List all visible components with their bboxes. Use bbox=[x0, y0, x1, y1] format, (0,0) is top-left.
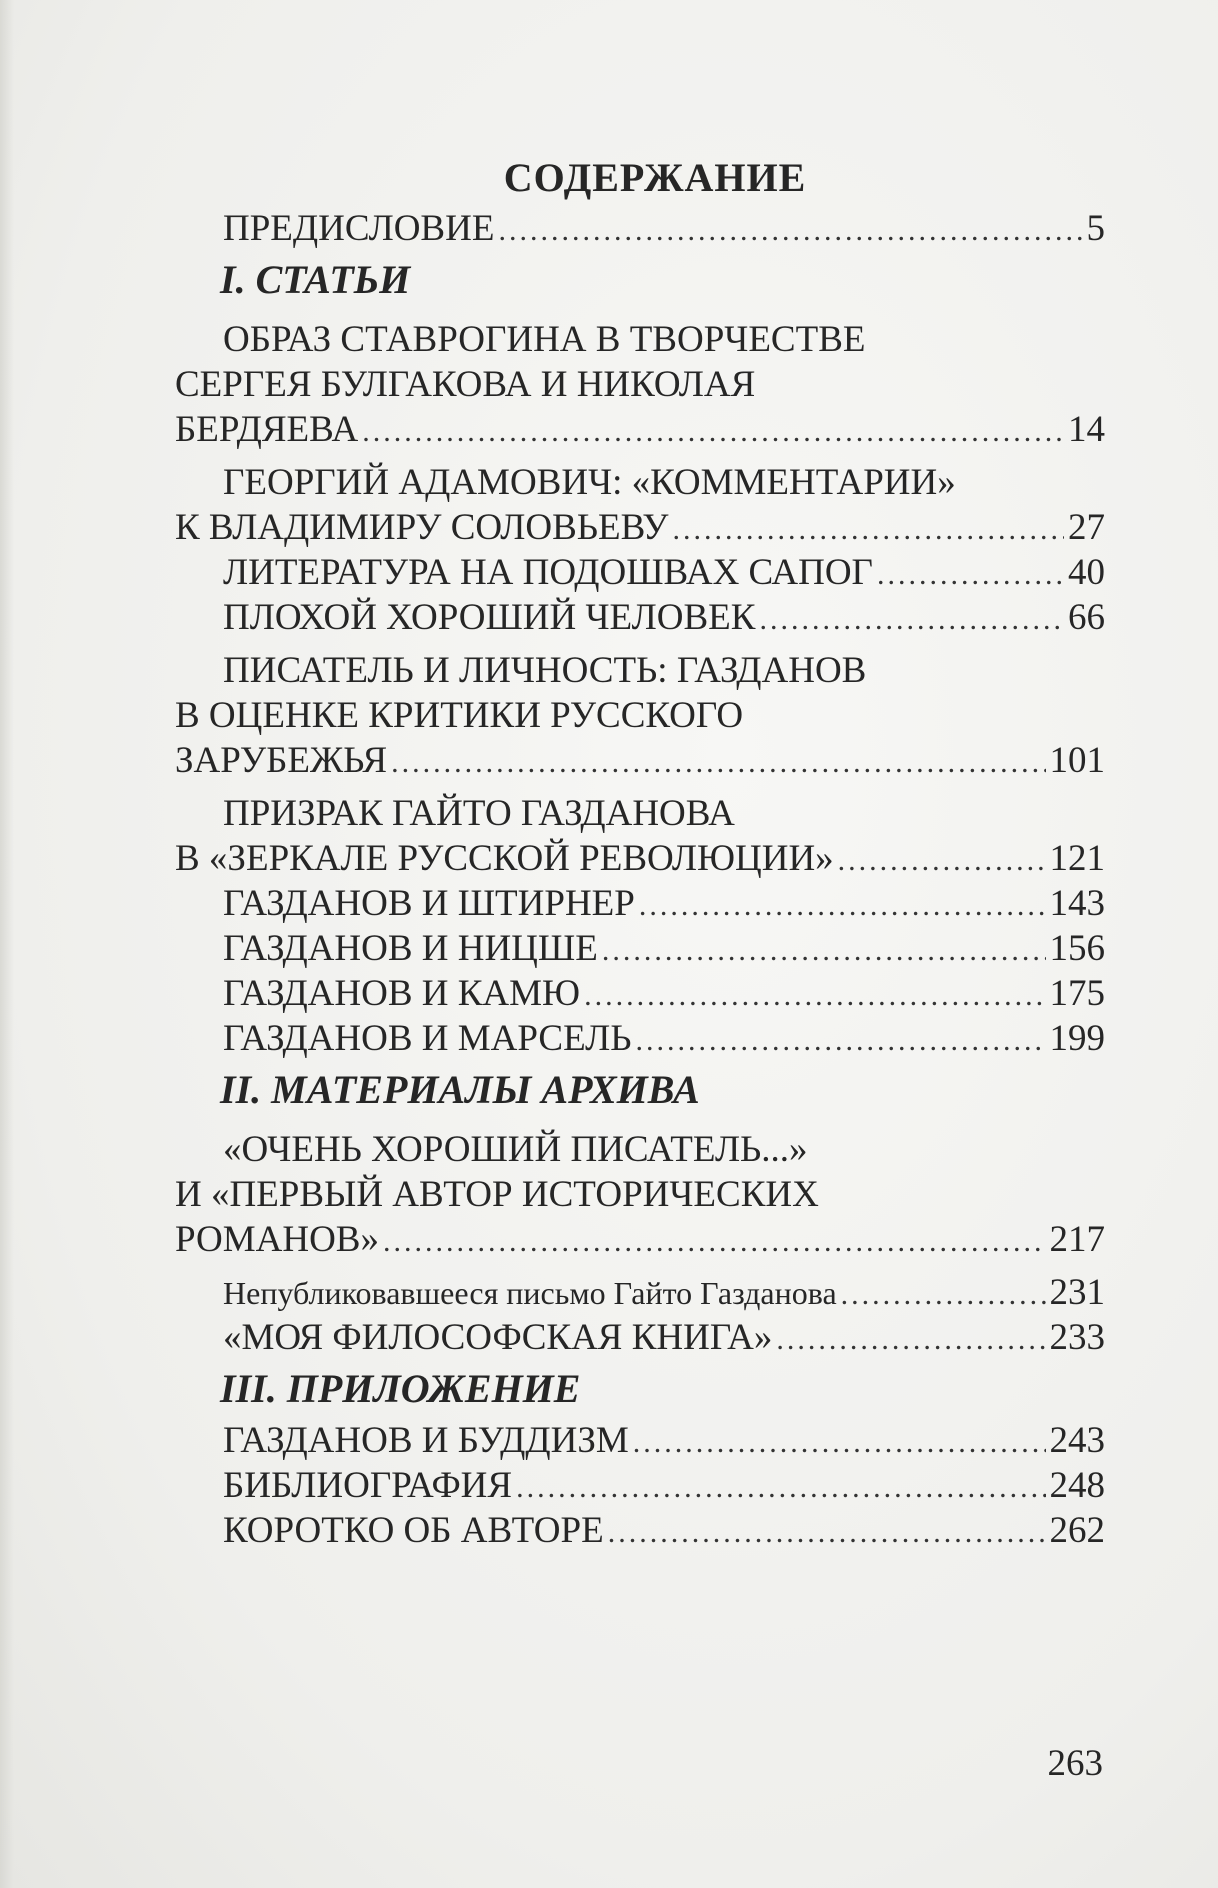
toc-entry: ПИСАТЕЛЬ И ЛИЧНОСТЬ: ГАЗДАНОВ В ОЦЕНКЕ КРИТИКИ РУССКОГО ЗАРУБЕЖЬЯ ..... 101 bbox=[175, 648, 1105, 783]
section-heading-articles: I. СТАТЬИ bbox=[220, 257, 411, 302]
leader-dots bbox=[672, 507, 1064, 552]
toc-title: СОДЕРЖАНИЕ bbox=[503, 155, 807, 200]
leader-dots bbox=[776, 1317, 1045, 1362]
toc-entry: КОРОТКО ОБ АВТОРЕ ..... 262 bbox=[175, 1508, 1105, 1553]
leader-dots bbox=[584, 973, 1045, 1018]
leader-dots bbox=[639, 883, 1046, 928]
toc-entry: ПЛОХОЙ ХОРОШИЙ ЧЕЛОВЕК ..... 66 bbox=[175, 595, 1105, 640]
leader-dots bbox=[633, 1420, 1046, 1465]
leader-dots bbox=[383, 1219, 1046, 1264]
leader-dots bbox=[516, 1465, 1045, 1510]
toc-entry: ОБРАЗ СТАВРОГИНА В ТВОРЧЕСТВЕ СЕРГЕЯ БУЛГАКОВА И НИКОЛАЯ БЕРДЯЕВА ..... 14 bbox=[175, 317, 1105, 452]
toc-entry: Непубликовавшееся письмо Гайто Газданова ..... 231 bbox=[175, 1270, 1105, 1315]
leader-dots bbox=[362, 409, 1064, 454]
toc-entry-preface: ПРЕДИСЛОВИЕ ..... 5 bbox=[175, 206, 1105, 251]
toc-entry: ГЕОРГИЙ АДАМОВИЧ: «КОММЕНТАРИИ» К ВЛАДИМИРУ СОЛОВЬЕВУ ..... 27 bbox=[175, 460, 1105, 550]
leader-dots bbox=[391, 740, 1045, 785]
toc-entry: БИБЛИОГРАФИЯ ..... 248 bbox=[175, 1463, 1105, 1508]
table-of-contents bbox=[175, 150, 1105, 1553]
section-heading-appendix: III. ПРИЛОЖЕНИЕ bbox=[220, 1366, 581, 1411]
leader-dots bbox=[636, 1018, 1046, 1063]
section-heading-archive: II. МАТЕРИАЛЫ АРХИВА bbox=[220, 1067, 700, 1112]
toc-entry: «МОЯ ФИЛОСОФСКАЯ КНИГА» ..... 233 bbox=[175, 1315, 1105, 1360]
leader-dots bbox=[877, 552, 1064, 597]
toc-entry: ГАЗДАНОВ И НИЦШЕ ..... 156 bbox=[175, 926, 1105, 971]
toc-entry: «ОЧЕНЬ ХОРОШИЙ ПИСАТЕЛЬ...» И «ПЕРВЫЙ АВТОР ИСТОРИЧЕСКИХ РОМАНОВ» ..... 217 bbox=[175, 1127, 1105, 1262]
toc-entry: ГАЗДАНОВ И БУДДИЗМ ..... 243 bbox=[175, 1418, 1105, 1463]
toc-entry: ЛИТЕРАТУРА НА ПОДОШВАХ САПОГ ..... 40 bbox=[175, 550, 1105, 595]
leader-dots bbox=[608, 1510, 1046, 1555]
page-number: 263 bbox=[1047, 1743, 1103, 1784]
toc-entry: ПРИЗРАК ГАЙТО ГАЗДАНОВА В «ЗЕРКАЛЕ РУССКОЙ РЕВОЛЮЦИИ» ..... 121 bbox=[175, 791, 1105, 881]
leader-dots bbox=[498, 208, 1082, 253]
toc-entry: ГАЗДАНОВ И КАМЮ ..... 175 bbox=[175, 971, 1105, 1016]
page-edge-shadow bbox=[0, 0, 14, 1888]
leader-dots bbox=[838, 838, 1046, 883]
leader-dots bbox=[602, 928, 1046, 973]
leader-dots bbox=[841, 1272, 1046, 1317]
toc-entry: ГАЗДАНОВ И МАРСЕЛЬ ..... 199 bbox=[175, 1016, 1105, 1061]
toc-entry: ГАЗДАНОВ И ШТИРНЕР ..... 143 bbox=[175, 881, 1105, 926]
leader-dots bbox=[759, 597, 1064, 642]
